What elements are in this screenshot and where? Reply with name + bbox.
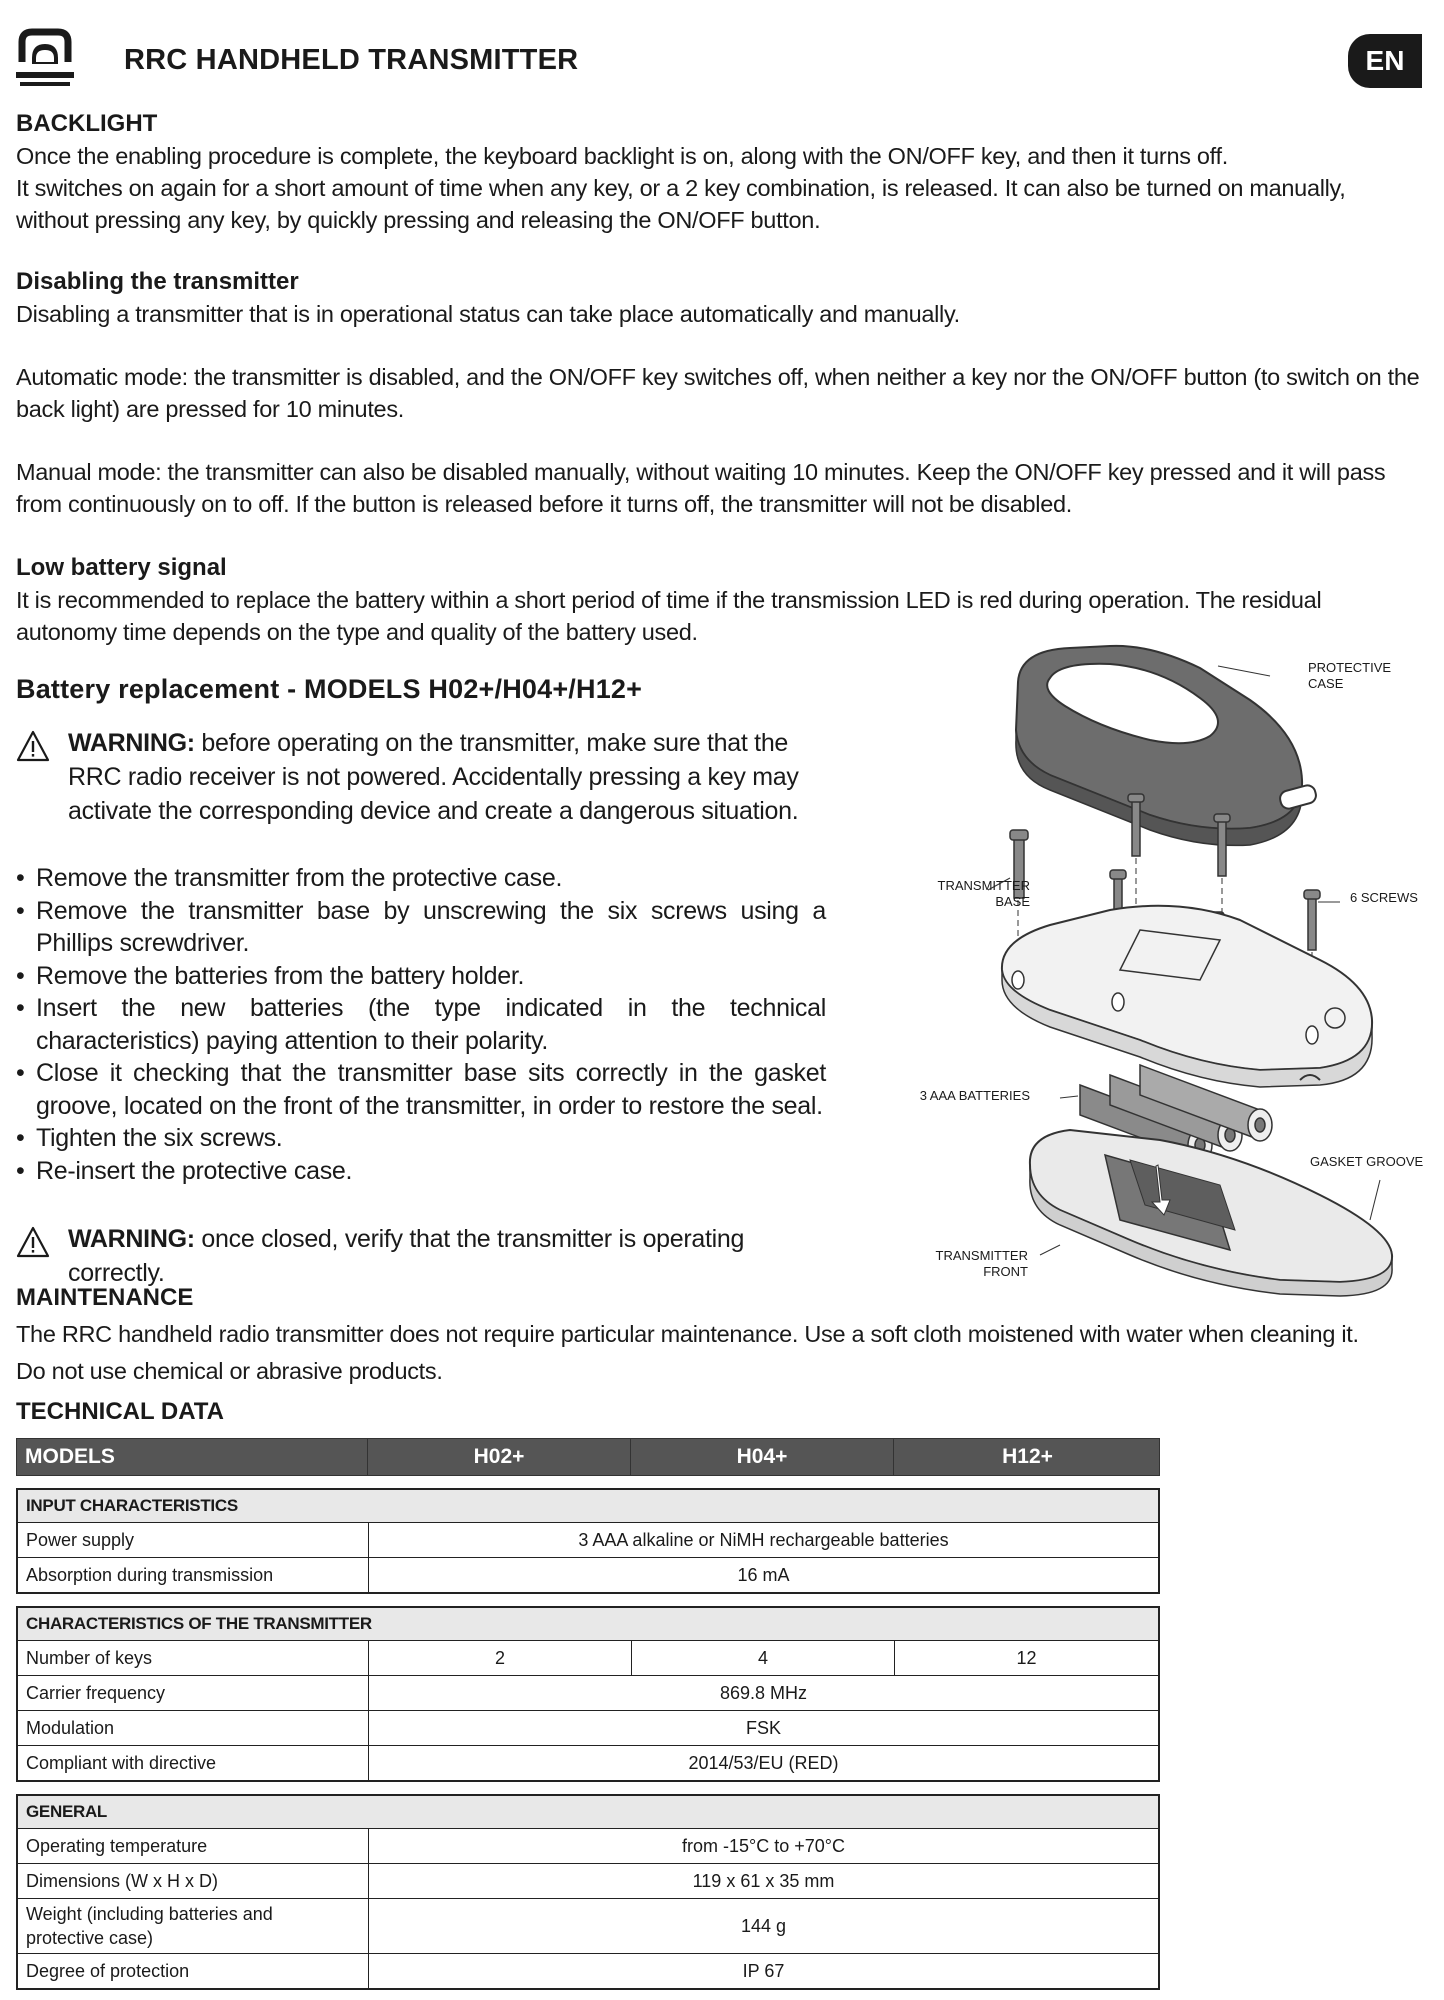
table-cell-label: Weight (including batteries and protective case) xyxy=(18,1899,369,1953)
warning-2-label: WARNING: xyxy=(68,1225,195,1253)
table-cell-label: Dimensions (W x H x D) xyxy=(18,1864,369,1898)
warning-icon xyxy=(16,730,50,762)
table-cell-label: Compliant with directive xyxy=(18,1746,369,1780)
table-row xyxy=(18,1641,1158,1676)
table-cell-label: Absorption during transmission xyxy=(18,1558,369,1592)
disabling-manual: Manual mode: the transmitter can also be disabled manually, without waiting 10 minutes. Keep the ON/OFF key pressed and it will pass from continuously on to off. If the button is released before it turns off, the transmitter will not be disabled. xyxy=(16,459,1386,517)
warning-2 xyxy=(16,1222,826,1290)
warning-icon xyxy=(16,1226,50,1258)
table-group-heading: INPUT CHARACTERISTICS xyxy=(18,1490,1158,1523)
table-cell-value: IP 67 xyxy=(742,1960,785,1981)
label-screws: 6 SCREWS xyxy=(1350,890,1418,905)
warning-1 xyxy=(16,726,826,828)
table-row xyxy=(18,1864,1158,1899)
table-cell-value: 869.8 MHz xyxy=(719,1682,808,1703)
disabling-automatic: Automatic mode: the transmitter is disabled, and the ON/OFF key switches off, when neither a key nor the ON/OFF button (to switch on the back light) are pressed for 10 minutes. xyxy=(16,364,1420,422)
table-group-heading: GENERAL xyxy=(18,1796,1158,1829)
table-cell-label: Carrier frequency xyxy=(18,1676,369,1710)
table-row xyxy=(18,1954,1158,1988)
quick-logo-icon xyxy=(16,28,74,90)
label-transmitter-front: TRANSMITTER FRONT xyxy=(935,1248,1028,1279)
label-batteries: 3 AAA BATTERIES xyxy=(919,1088,1030,1103)
list-item: • Remove the batteries from the battery holder. xyxy=(16,960,826,993)
table-cell-value: 4 xyxy=(632,1641,895,1675)
maintenance-line-1: The RRC handheld radio transmitter does not require particular maintenance. Use a soft cloth moistened with water when cleaning it. xyxy=(16,1321,1359,1347)
table-row xyxy=(18,1558,1158,1592)
table-cell-label: Modulation xyxy=(18,1711,369,1745)
table-header-row xyxy=(16,1438,1160,1476)
table-row xyxy=(18,1523,1158,1558)
table-header-cell: H04+ xyxy=(631,1439,894,1475)
table-cell-value: 12 xyxy=(1016,1647,1037,1668)
warning-2-text: once closed, verify that the transmitter is operating correctly. xyxy=(68,1225,745,1287)
table-cell-value: from -15°C to +70°C xyxy=(682,1835,845,1856)
disabling-intro: Disabling a transmitter that is in operational status can take place automatically and manually. xyxy=(16,301,960,327)
warning-1-label: WARNING: xyxy=(68,729,195,757)
table-cell-value: FSK xyxy=(745,1717,781,1738)
maintenance-line-2: Do not use chemical or abrasive products. xyxy=(16,1358,443,1384)
warning-1-text: before operating on the transmitter, make sure that the RRC radio receiver is not powered. Accidentally pressing a key may activate the corresponding device and create a dangerous situation. xyxy=(68,729,799,825)
list-item: • Close it checking that the transmitter base sits correctly in the gasket groove, located on the front of the transmitter, in order to restore the seal. xyxy=(16,1057,826,1122)
table-header-cell: H02+ xyxy=(368,1439,631,1475)
table-row xyxy=(18,1711,1158,1746)
table-group-transmitter xyxy=(16,1606,1160,1782)
table-cell-value: 2014/53/EU (RED) xyxy=(688,1752,839,1773)
list-item: • Re-insert the protective case. xyxy=(16,1155,826,1188)
table-row xyxy=(18,1676,1158,1711)
exploded-view-figure xyxy=(900,640,1430,1300)
table-cell-label: Operating temperature xyxy=(18,1829,369,1863)
battery-replacement-heading: Battery replacement - MODELS H02+/H04+/H12+ xyxy=(16,674,643,704)
maintenance-heading: MAINTENANCE xyxy=(16,1284,194,1311)
disabling-heading: Disabling the transmitter xyxy=(16,268,299,295)
label-gasket-groove: GASKET GROOVE xyxy=(1310,1154,1424,1169)
technical-data-heading: TECHNICAL DATA xyxy=(16,1398,224,1425)
table-cell-value: 16 mA xyxy=(737,1564,790,1585)
table-group-input xyxy=(16,1488,1160,1594)
technical-data-table xyxy=(16,1438,1160,1990)
exploded-view-drawing xyxy=(900,640,1430,1300)
list-item: • Tighten the six screws. xyxy=(16,1122,826,1155)
label-transmitter-base: TRANSMITTER BASE xyxy=(937,878,1030,909)
disabling-section xyxy=(16,266,1424,520)
table-cell-label: Number of keys xyxy=(18,1641,369,1675)
protective-case-drawing xyxy=(1016,646,1318,846)
backlight-text-1: Once the enabling procedure is complete, the keyboard backlight is on, along with the ON/OFF key, and then it turns off. xyxy=(16,143,1228,169)
table-header-cell: MODELS xyxy=(17,1439,368,1475)
backlight-heading: BACKLIGHT xyxy=(16,110,158,137)
table-cell-value: 2 xyxy=(369,1641,632,1675)
table-group-heading: CHARACTERISTICS OF THE TRANSMITTER xyxy=(18,1608,1158,1641)
table-header-cell: H12+ xyxy=(1002,1445,1053,1468)
replacement-steps-list xyxy=(16,862,826,1187)
label-protective-case: PROTECTIVE CASE xyxy=(1308,660,1392,691)
backlight-text-2: It switches on again for a short amount of time when any key, or a 2 key combination, is released. It can also be turned on manually, without pressing any key, by quickly pressing and releasing the ON/OFF button. xyxy=(16,175,1346,233)
table-row xyxy=(18,1899,1158,1954)
list-item: • Remove the transmitter base by unscrewing the six screws using a Phillips screwdriver. xyxy=(16,895,826,960)
language-badge: EN xyxy=(1348,34,1422,88)
list-item: • Insert the new batteries (the type indicated in the technical characteristics) paying attention to their polarity. xyxy=(16,992,826,1057)
table-cell-label: Degree of protection xyxy=(18,1954,369,1988)
table-group-general xyxy=(16,1794,1160,1990)
table-cell-value: 119 x 61 x 35 mm xyxy=(692,1870,835,1891)
table-row xyxy=(18,1746,1158,1780)
backlight-section xyxy=(16,108,1424,236)
table-row xyxy=(18,1829,1158,1864)
table-cell-label: Power supply xyxy=(18,1523,369,1557)
document-title: RRC HANDHELD TRANSMITTER xyxy=(124,44,579,76)
low-battery-text: It is recommended to replace the battery within a short period of time if the transmission LED is red during operation. The residual autonomy time depends on the type and quality of the battery used. xyxy=(16,587,1322,645)
low-battery-heading: Low battery signal xyxy=(16,554,227,581)
low-battery-section xyxy=(16,552,1424,648)
table-cell-value: 144 g xyxy=(740,1915,787,1936)
list-item: • Remove the transmitter from the protective case. xyxy=(16,862,826,895)
table-cell-value: 3 AAA alkaline or NiMH rechargeable batteries xyxy=(578,1529,949,1550)
maintenance-text xyxy=(16,1316,1436,1390)
